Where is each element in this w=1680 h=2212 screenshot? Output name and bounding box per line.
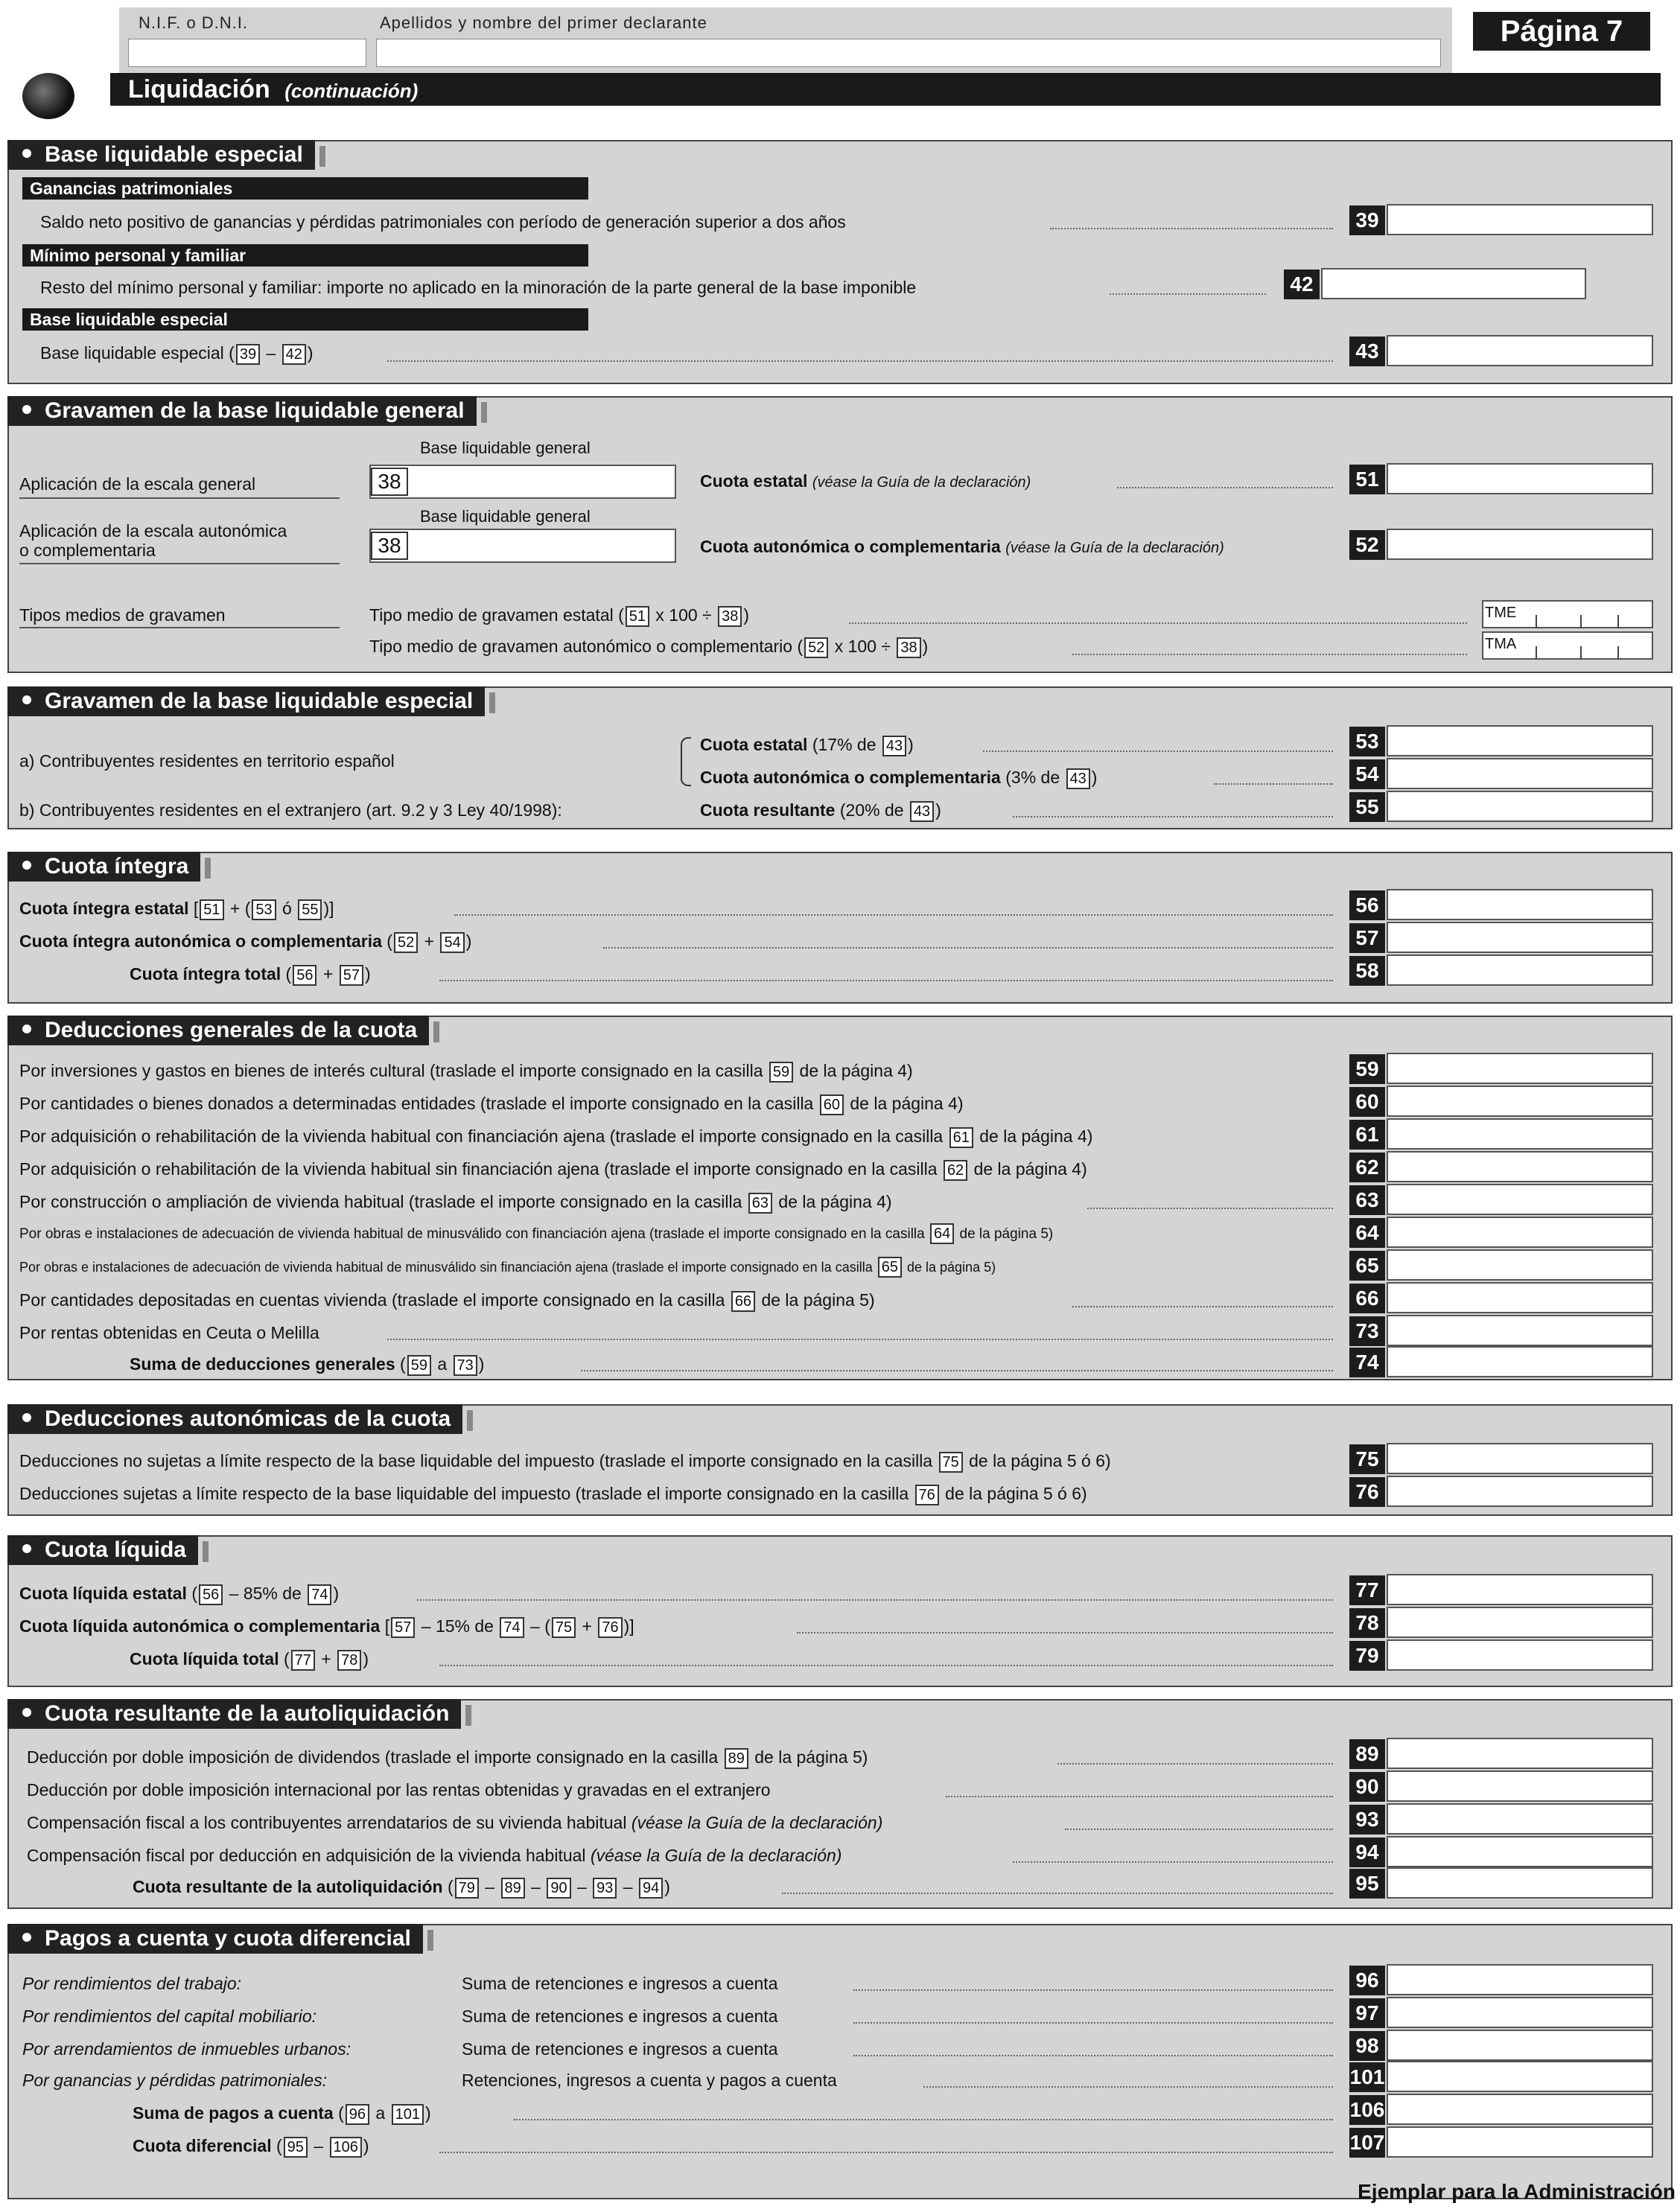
input-63[interactable] <box>1387 1184 1653 1215</box>
subheader-base-especial: Base liquidable especial <box>22 308 588 331</box>
label-98: Suma de retenciones e ingresos a cuenta <box>462 2039 778 2059</box>
input-66[interactable] <box>1387 1282 1653 1313</box>
input-77[interactable] <box>1387 1574 1653 1605</box>
input-59[interactable] <box>1387 1053 1653 1084</box>
label-97-left: Por rendimientos del capital mobiliario: <box>22 2007 317 2026</box>
label-escala-general: Aplicación de la escala general <box>19 474 256 494</box>
section-title-gravamen-general: Gravamen de la base liquidable general <box>7 396 477 426</box>
input-107[interactable] <box>1387 2126 1653 2158</box>
input-89[interactable] <box>1387 1738 1653 1769</box>
label-residentes-espana: a) Contribuyentes residentes en territorio español <box>19 751 395 771</box>
box-51: 51 <box>1349 465 1385 494</box>
input-42[interactable] <box>1321 268 1586 299</box>
label-tma: Tipo medio de gravamen autonómico o complementario ( 52 x 100 ÷ 38 ) <box>369 634 928 658</box>
label-101-left: Por ganancias y pérdidas patrimoniales: <box>22 2071 328 2090</box>
label-66: Por cantidades depositadas en cuentas vivienda (traslade el importe consignado en la casilla 66 de la página 5) <box>19 1288 875 1312</box>
page-label: Página 7 <box>1473 12 1650 51</box>
box-52: 52 <box>1349 530 1385 560</box>
input-75[interactable] <box>1387 1443 1653 1474</box>
label-74: Suma de deducciones generales ( 59 a 73 ) <box>130 1352 484 1376</box>
box-76: 76 <box>1349 1477 1385 1507</box>
box-90: 90 <box>1349 1772 1385 1802</box>
nif-field[interactable] <box>128 39 366 67</box>
box-98: 98 <box>1349 2031 1385 2061</box>
label-64: Por obras e instalaciones de adecuación de vivienda habitual de minusválido con financiación ajena (traslade el importe consignado en la casilla 64 de la página 5) <box>19 1223 1053 1246</box>
input-78[interactable] <box>1387 1607 1653 1638</box>
box-101: 101 <box>1349 2062 1385 2092</box>
label-residentes-extranjero: b) Contribuyentes residentes en el extranjero (art. 9.2 y 3 Ley 40/1998): <box>19 800 562 820</box>
input-54[interactable] <box>1387 758 1653 789</box>
input-56[interactable] <box>1387 889 1653 920</box>
label-39: Saldo neto positivo de ganancias y pérdidas patrimoniales con período de generación superior a dos años <box>40 212 846 232</box>
label-90: Deducción por doble imposición internacional por las rentas obtenidas y gravadas en el extranjero <box>27 1780 771 1800</box>
page-title: Liquidación (continuación) <box>128 75 419 103</box>
box-60: 60 <box>1349 1087 1385 1117</box>
box-43: 43 <box>1349 337 1385 366</box>
nif-label: N.I.F. o D.N.I. <box>139 13 249 32</box>
footer-text: Ejemplar para la Administración <box>1358 2180 1676 2203</box>
box-75: 75 <box>1349 1444 1385 1474</box>
input-96[interactable] <box>1387 1964 1653 1995</box>
box-56: 56 <box>1349 890 1385 920</box>
box-95: 95 <box>1349 1869 1385 1899</box>
subheader-minimo: Mínimo personal y familiar <box>22 244 588 267</box>
label-65: Por obras e instalaciones de adecuación de vivienda habitual de minusválido sin financiación ajena (traslade el importe consignado en la casilla 65 de la página 5) <box>19 1255 996 1279</box>
name-field[interactable] <box>376 39 1441 67</box>
label-93: Compensación fiscal a los contribuyentes arrendatarios de su vivienda habitual (véase la Guía de la declaración) <box>27 1813 883 1832</box>
label-54: Cuota autonómica o complementaria (3% de 43 ) <box>700 765 1097 789</box>
label-95: Cuota resultante de la autoliquidación ( 79 – 89 – 90 – 93 – 94 ) <box>133 1875 670 1899</box>
input-60[interactable] <box>1387 1086 1653 1117</box>
label-62: Por adquisición o rehabilitación de la vivienda habitual sin financiación ajena (traslade el importe consignado en la casilla 62 de la página 4) <box>19 1157 1087 1181</box>
label-101: Retenciones, ingresos a cuenta y pagos a cuenta <box>462 2071 837 2090</box>
box-96: 96 <box>1349 1966 1385 1995</box>
box-97: 97 <box>1349 1998 1385 2028</box>
input-79[interactable] <box>1387 1639 1653 1671</box>
input-97[interactable] <box>1387 1997 1653 2028</box>
label-57: Cuota íntegra autonómica o complementaria ( 52 + 54 ) <box>19 929 471 953</box>
label-cuota-auto: Cuota autonómica o complementaria (véase la Guía de la declaración) <box>700 537 1224 556</box>
label-53: Cuota estatal (17% de 43 ) <box>700 733 914 756</box>
input-tme[interactable]: TME <box>1482 600 1653 628</box>
label-77: Cuota líquida estatal ( 56 – 85% de 74 ) <box>19 1581 339 1605</box>
label-56: Cuota íntegra estatal [ 51 + ( 53 ó 55 )] <box>19 896 334 920</box>
box-107: 107 <box>1349 2128 1385 2158</box>
input-51[interactable] <box>1387 463 1653 494</box>
input-64[interactable] <box>1387 1217 1653 1248</box>
input-58[interactable] <box>1387 954 1653 986</box>
label-61: Por adquisición o rehabilitación de la vivienda habitual con financiación ajena (traslade el importe consignado en la casilla 61 de la página 4) <box>19 1124 1092 1148</box>
input-106[interactable] <box>1387 2094 1653 2125</box>
box-74: 74 <box>1349 1348 1385 1377</box>
label-43: Base liquidable especial ( 39 – 42 ) <box>40 341 314 365</box>
label-55: Cuota resultante (20% de 43 ) <box>700 798 941 822</box>
box-38-general: 38 <box>371 468 408 496</box>
input-39[interactable] <box>1387 204 1653 235</box>
name-label: Apellidos y nombre del primer declarante <box>380 13 707 32</box>
box-93: 93 <box>1349 1805 1385 1835</box>
label-78: Cuota líquida autonómica o complementaria [ 57 – 15% de 74 – ( 75 + 76 )] <box>19 1614 634 1638</box>
label-tipos: Tipos medios de gravamen <box>19 605 226 625</box>
box-58: 58 <box>1349 956 1385 986</box>
liquidacion-logo <box>22 73 74 119</box>
label-79: Cuota líquida total ( 77 + 78 ) <box>130 1647 369 1671</box>
input-57[interactable] <box>1387 922 1653 953</box>
label-98-left: Por arrendamientos de inmuebles urbanos: <box>22 2039 351 2059</box>
subheader-ganancias: Ganancias patrimoniales <box>22 177 588 200</box>
input-65[interactable] <box>1387 1249 1653 1281</box>
box-53: 53 <box>1349 727 1385 756</box>
input-52[interactable] <box>1387 529 1653 560</box>
label-escala-auto: Aplicación de la escala autonómica o complementaria <box>19 521 287 560</box>
label-cuota-estatal: Cuota estatal (véase la Guía de la declaración) <box>700 471 1031 491</box>
box-39: 39 <box>1349 205 1385 235</box>
box-62: 62 <box>1349 1153 1385 1182</box>
label-75: Deducciones no sujetas a límite respecto de la base liquidable del impuesto (traslade el importe consignado en la casilla 75 de la página 5 ó 6) <box>19 1449 1111 1473</box>
label-76: Deducciones sujetas a límite respecto de la base liquidable del impuesto (traslade el importe consignado en la casilla 76 de la página 5 ó 6) <box>19 1482 1087 1505</box>
box-79: 79 <box>1349 1641 1385 1671</box>
input-101[interactable] <box>1387 2061 1653 2092</box>
label-94: Compensación fiscal por deducción en adquisición de la vivienda habitual (véase la Guía de la declaración) <box>27 1846 842 1865</box>
box-73: 73 <box>1349 1316 1385 1346</box>
section-title-deducciones-generales: Deducciones generales de la cuota <box>7 1016 429 1045</box>
box-89: 89 <box>1349 1739 1385 1769</box>
label-73: Por rentas obtenidas en Ceuta o Melilla <box>19 1323 319 1342</box>
input-61[interactable] <box>1387 1118 1653 1150</box>
section-title-cuota-liquida: Cuota líquida <box>7 1535 198 1565</box>
label-96-left: Por rendimientos del trabajo: <box>22 1974 242 1993</box>
input-62[interactable] <box>1387 1151 1653 1182</box>
input-38-auto[interactable] <box>369 529 676 563</box>
label-blg2: Base liquidable general <box>420 507 591 526</box>
label-97: Suma de retenciones e ingresos a cuenta <box>462 2007 778 2026</box>
box-38-auto: 38 <box>371 532 408 560</box>
label-42: Resto del mínimo personal y familiar: importe no aplicado en la minoración de la parte general de la base imponible <box>40 278 917 297</box>
label-107: Cuota diferencial ( 95 – 106 ) <box>133 2134 369 2158</box>
input-95[interactable] <box>1387 1867 1653 1899</box>
input-53[interactable] <box>1387 725 1653 756</box>
box-61: 61 <box>1349 1120 1385 1150</box>
section-title-pagos-cuenta: Pagos a cuenta y cuota diferencial <box>7 1924 423 1954</box>
input-43[interactable] <box>1387 335 1653 366</box>
box-65: 65 <box>1349 1251 1385 1281</box>
box-77: 77 <box>1349 1575 1385 1605</box>
input-76[interactable] <box>1387 1476 1653 1507</box>
label-96: Suma de retenciones e ingresos a cuenta <box>462 1974 778 1993</box>
input-tma[interactable]: TMA <box>1482 631 1653 660</box>
box-64: 64 <box>1349 1218 1385 1248</box>
label-60: Por cantidades o bienes donados a determinadas entidades (traslade el importe consignado en la casilla 60 de la página 4) <box>19 1091 964 1115</box>
label-blg1: Base liquidable general <box>420 439 591 457</box>
input-94[interactable] <box>1387 1836 1653 1867</box>
box-57: 57 <box>1349 923 1385 953</box>
box-55: 55 <box>1349 792 1385 822</box>
section-title-gravamen-especial: Gravamen de la base liquidable especial <box>7 686 485 716</box>
brace <box>681 737 691 786</box>
input-93[interactable] <box>1387 1803 1653 1835</box>
label-58: Cuota íntegra total ( 56 + 57 ) <box>130 962 371 986</box>
input-38-general[interactable] <box>369 465 676 499</box>
label-106: Suma de pagos a cuenta ( 96 a 101 ) <box>133 2101 431 2125</box>
label-59: Por inversiones y gastos en bienes de interés cultural (traslade el importe consignado en la casilla 59 de la página 4) <box>19 1059 913 1083</box>
box-66: 66 <box>1349 1284 1385 1313</box>
input-98[interactable] <box>1387 2030 1653 2061</box>
section-title-cuota-integra: Cuota íntegra <box>7 852 200 882</box>
section-title-deducciones-autonomicas: Deducciones autonómicas de la cuota <box>7 1404 462 1434</box>
box-63: 63 <box>1349 1185 1385 1215</box>
box-78: 78 <box>1349 1608 1385 1638</box>
label-tme: Tipo medio de gravamen estatal ( 51 x 100 ÷ 38 ) <box>369 603 749 627</box>
section-title-base-liquidable-especial: Base liquidable especial <box>7 140 315 170</box>
box-94: 94 <box>1349 1838 1385 1867</box>
input-55[interactable] <box>1387 791 1653 822</box>
label-89: Deducción por doble imposición de dividendos (traslade el importe consignado en la casilla 89 de la página 5) <box>27 1745 868 1769</box>
input-90[interactable] <box>1387 1770 1653 1802</box>
label-63: Por construcción o ampliación de vivienda habitual (traslade el importe consignado en la casilla 63 de la página 4) <box>19 1190 892 1214</box>
box-42: 42 <box>1284 270 1320 299</box>
box-54: 54 <box>1349 759 1385 789</box>
box-106: 106 <box>1349 2095 1385 2125</box>
box-59: 59 <box>1349 1054 1385 1084</box>
input-73[interactable] <box>1387 1315 1653 1346</box>
input-74[interactable] <box>1387 1346 1653 1377</box>
section-title-cuota-resultante: Cuota resultante de la autoliquidación <box>7 1699 461 1729</box>
